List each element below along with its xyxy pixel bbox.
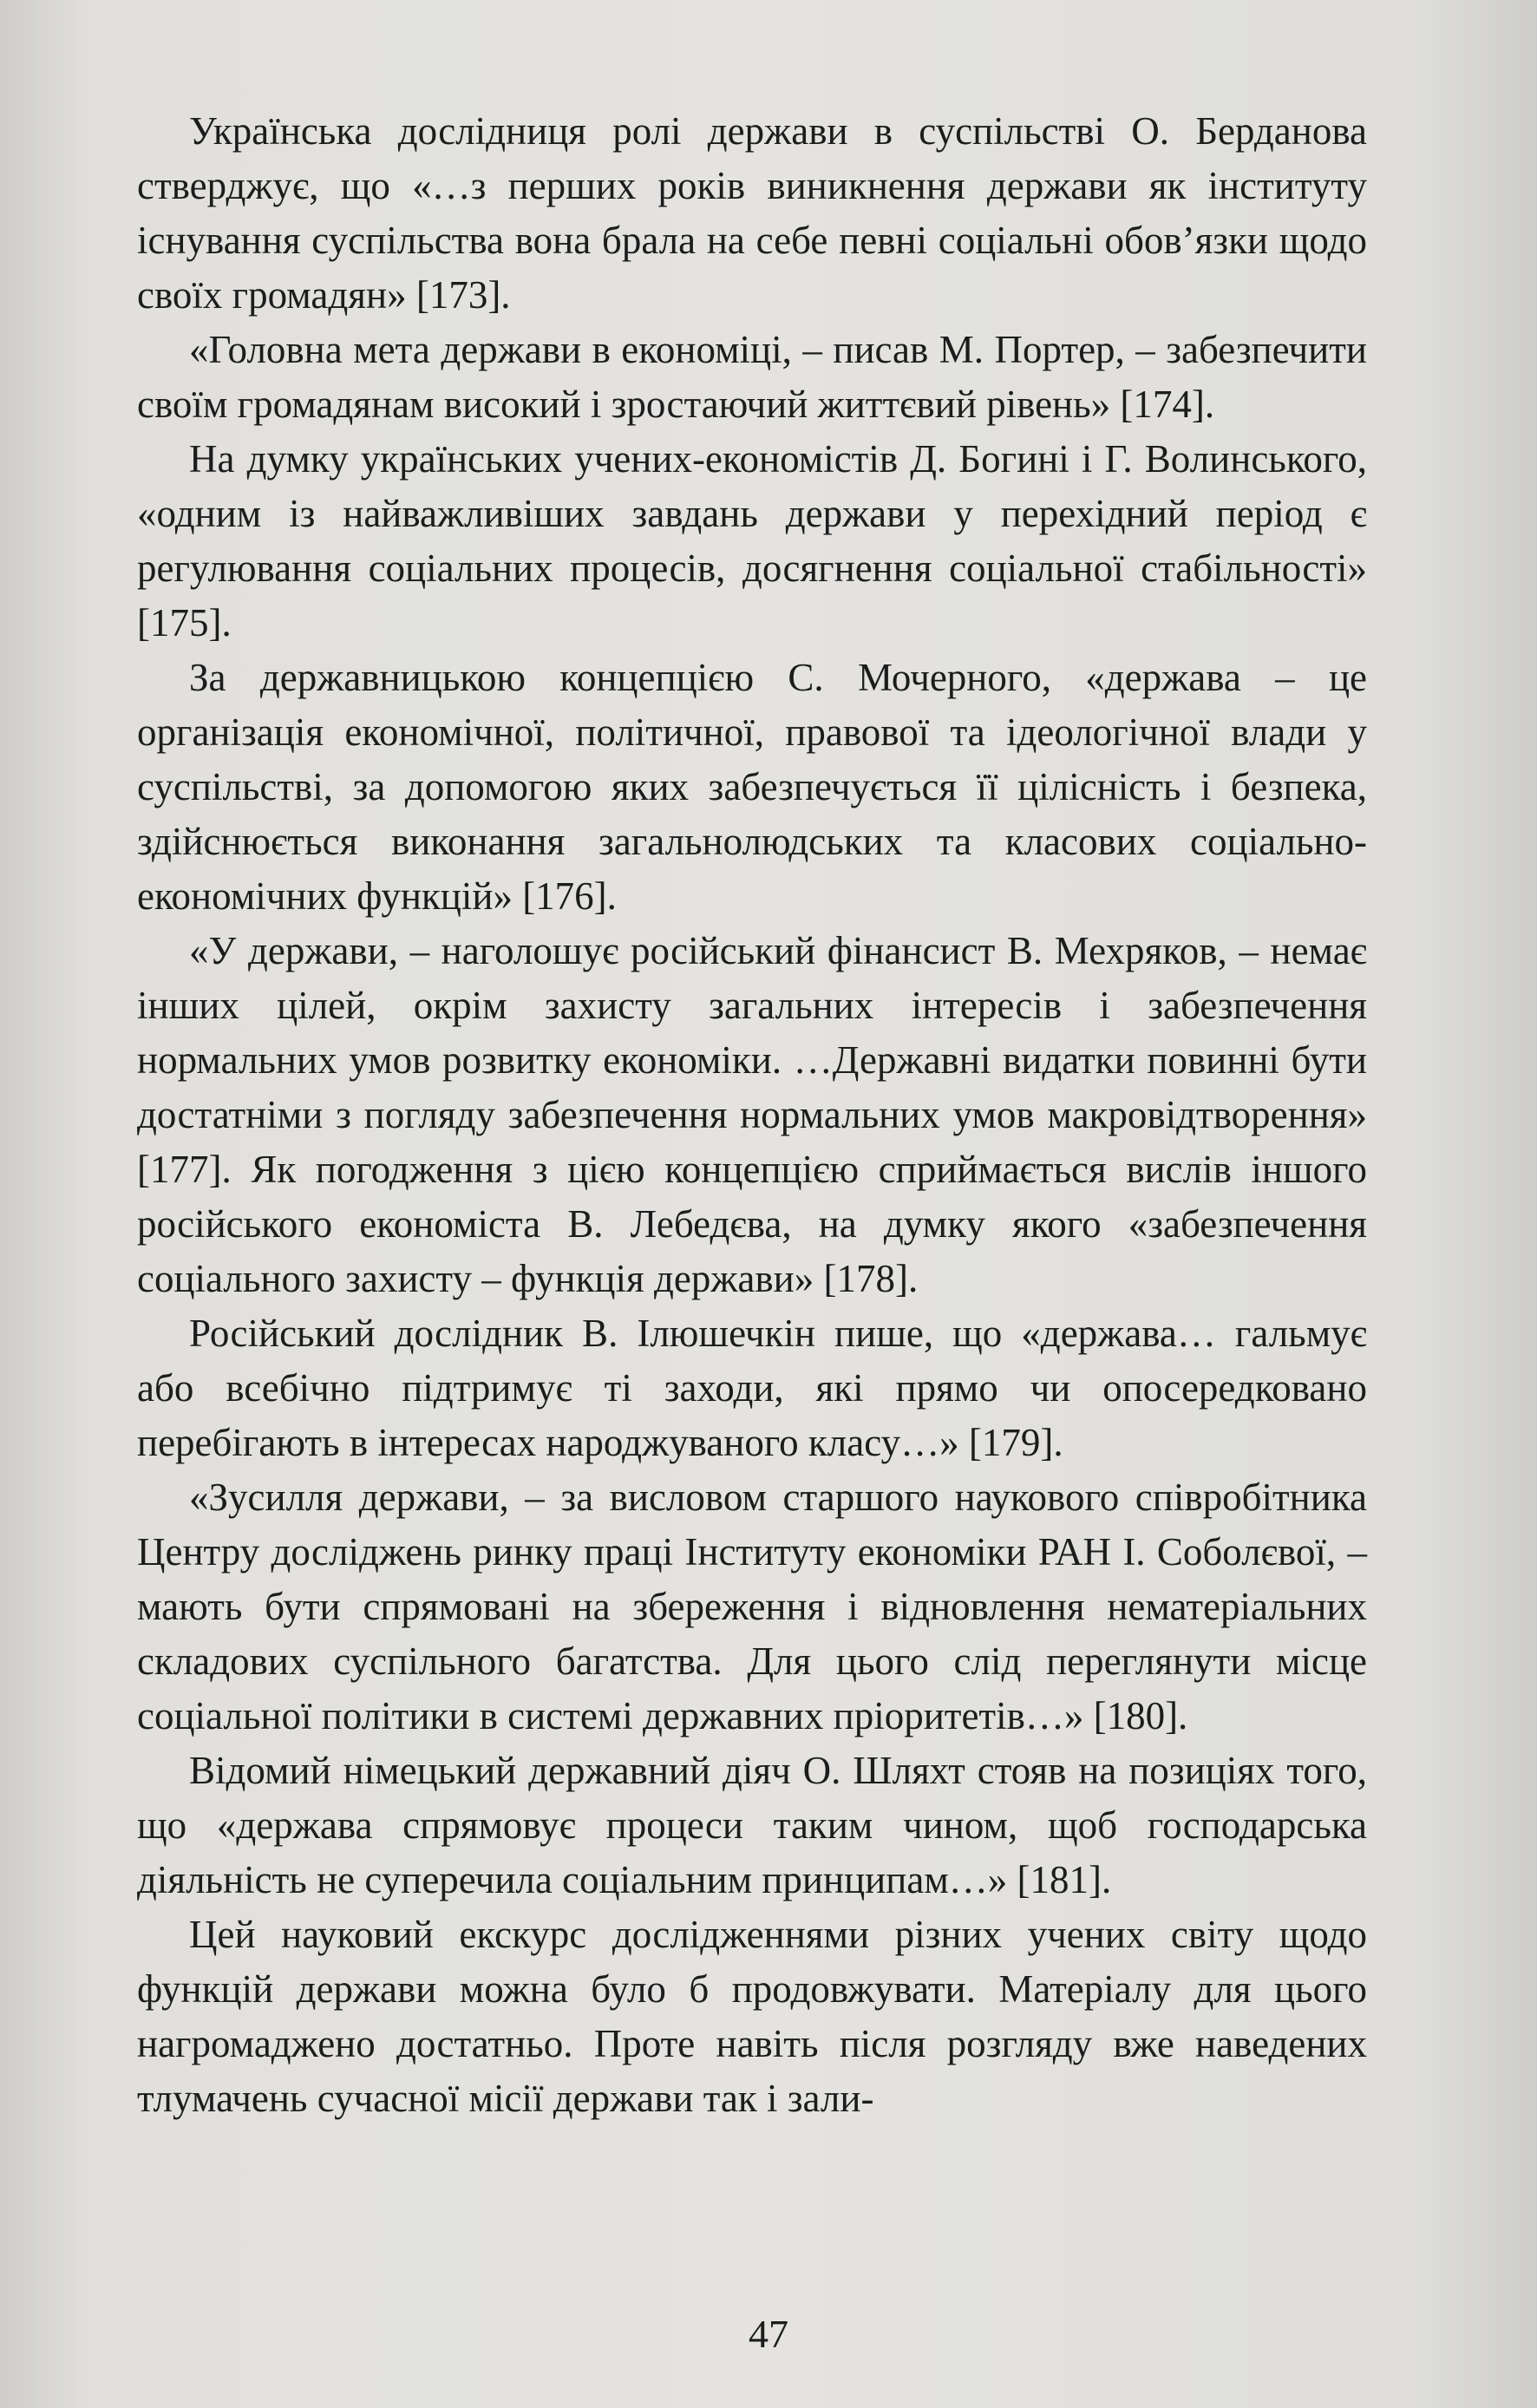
paragraph-4: За державницькою концепцією С. Мочерного, «держава – це організація економічної, політичної, правової та ідеологічної влади у суспільстві, за допомогою яких забезпечується її цілісність і безпека, здійснюється виконання загальнолюдських та класових соціально-економічних функцій» [176]. [137, 656, 1367, 918]
paragraph-9: Цей науковий екскурс дослідженнями різних учених світу щодо функцій держави можна було б продовжувати. Матеріалу для цього нагромаджено достатньо. Проте навіть після розгляду вже наведених тлумачень сучасної місії держави так і зали- [137, 1913, 1367, 2120]
page-number: 47 [749, 2312, 788, 2356]
paragraph-7: «Зусилля держави, – за висловом старшого наукового співробітника Центру досліджень ринку праці Інституту економіки РАН І. Соболєвої, – мають бути спрямовані на збереження і відновлення нематеріальних складових суспільного багатства. Для цього слід переглянути місце соціальної політики в системі державних пріоритетів…» [180]. [137, 1476, 1367, 1737]
paragraph-2: «Головна мета держави в економіці, – писав М. Портер, – забезпечити своїм громадянам високий і зростаючий життєвий рівень» [174]. [137, 328, 1367, 426]
body-text [137, 104, 1367, 2126]
paragraph-1: Українська дослідниця ролі держави в суспільстві О. Берданова стверджує, що «…з перших років виникнення держави як інституту існування суспільства вона брала на себе певні соціальні обов’язки щодо своїх громадян» [173]. [137, 109, 1367, 317]
paragraph-3: На думку українських учених-економістів Д. Богині і Г. Волинського, «одним із найважливіших завдань держави у перехідний період є регулювання соціальних процесів, досягнення соціальної стабільності» [175]. [137, 437, 1367, 645]
paragraph-5: «У держави, – наголошує російський фінансист В. Мехряков, – немає інших цілей, окрім захисту загальних інтересів і забезпечення нормальних умов розвитку економіки. …Державні видатки повинні бути достатніми з погляду забезпечення нормальних умов макровідтворення» [177]. Як погодження з цією концепцією сприймається вислів іншого російського економіста В. Лебедєва, на думку якого «забезпечення соціального захисту – функція держави» [178]. [137, 929, 1367, 1300]
paragraph-8: Відомий німецький державний діяч О. Шляхт стояв на позиціях того, що «держава спрямовує процеси таким чином, щоб господарська діяльність не суперечила соціальним принципам…» [181]. [137, 1749, 1367, 1901]
paragraph-6: Російський дослідник В. Ілюшечкін пише, що «держава… гальмує або всебічно підтримує ті заходи, які прямо чи опосередковано перебігають в інтересах народжуваного класу…» [179]. [137, 1312, 1367, 1464]
